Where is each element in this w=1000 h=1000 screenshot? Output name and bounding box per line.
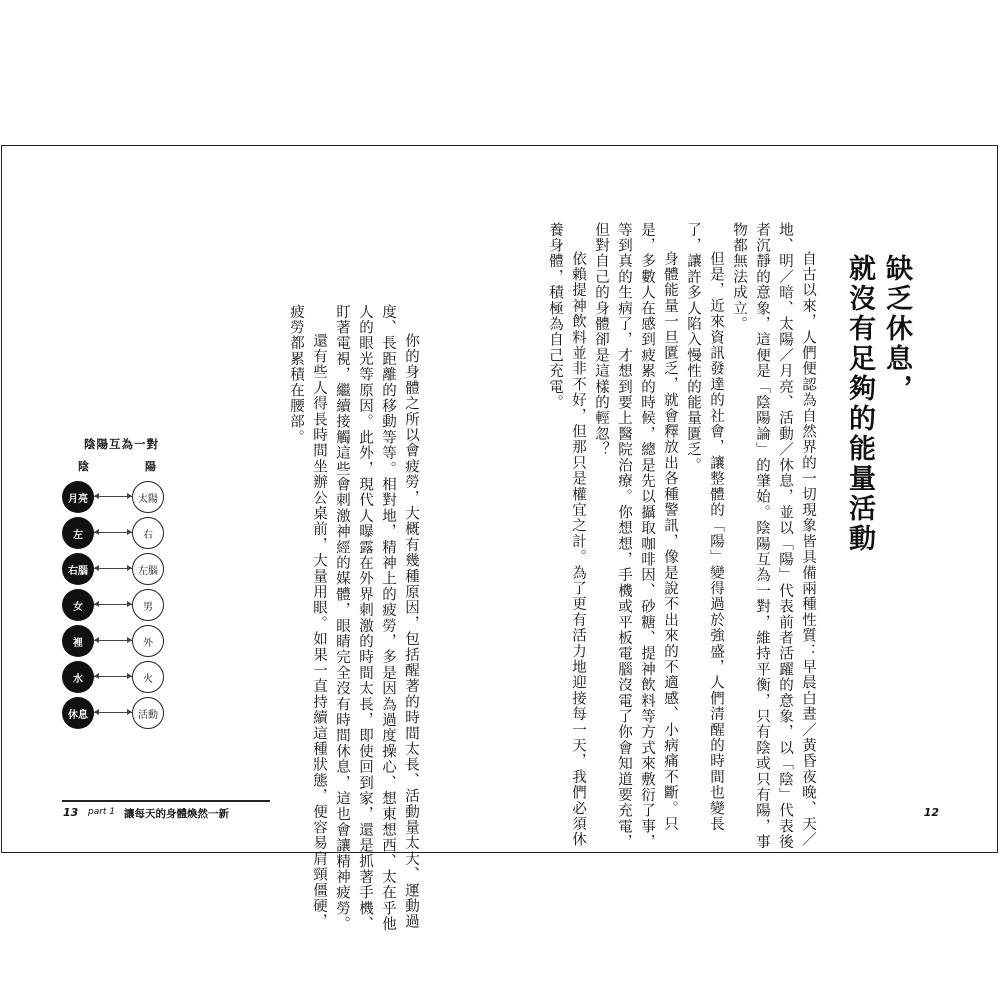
diagram-pair [62, 517, 197, 549]
double-arrow-icon [94, 640, 132, 641]
yang-node: 活動 [132, 697, 164, 729]
yang-node: 火 [132, 661, 164, 693]
yang-column-header: 陽 [145, 460, 156, 473]
part-label: part 1 [88, 807, 116, 817]
diagram-pair [62, 625, 197, 657]
paragraph: 身體能量一旦匱乏，就會釋放出各種警訊，像是說不出來的不適感、小病痛不斷。只是，多數人在感到疲累的時候，總是先以攝取咖啡因、砂糖、提神飲料等方式來敷衍了事，等到真的生病了，才想到要上醫院治療。你想想，手機或平板電腦沒電了你會知道要充電，但對自己的身體卻是這樣的輕忽？ [593, 222, 678, 850]
diagram-pair [62, 697, 197, 729]
paragraph: 但是，近來資訊發達的社會，讓整體的「陽」變得過於強盛，人們清醒的時間也變長了，讓許多人陷入慢性的能量匱乏。 [685, 222, 724, 832]
paragraph: 依賴提神飲料並非不好，但那只是權宜之計。為了更有活力地迎接每一天，我們必須休養身體，積極為自己充電。 [547, 222, 586, 848]
diagram-pair [62, 589, 197, 621]
double-arrow-icon [94, 712, 132, 713]
footer-rule [62, 800, 270, 802]
double-arrow-icon [94, 532, 132, 533]
yang-node: 右 [132, 517, 164, 549]
diagram-pair [62, 661, 197, 693]
diagram-pair [62, 481, 197, 513]
yin-column-header: 陰 [78, 460, 89, 473]
yang-node: 太陽 [132, 481, 164, 513]
yang-node: 男 [132, 589, 164, 621]
right-page-body [543, 222, 819, 850]
yin-node: 右腦 [62, 553, 94, 585]
diagram-pair [62, 553, 197, 585]
page-number-left: 13 [63, 806, 79, 819]
chapter-title-line-1: 缺乏休息， [881, 254, 912, 404]
paragraph: 你的身體之所以會疲勞，大概有幾種原因，包括醒著的時間太長、活動量太大、運動過度、長距離的移動等等。相對地，精神上的疲勞，多是因為過度操心、想東想西、太在乎他人的眼光等原因。此外，現代人曝露在外界刺激的時間太長，即使回到家，還是抓著手機、盯著電視，繼續接觸這些會刺激神經的媒體，眼睛完全沒有時間休息，這也會讓精神疲勞。 [334, 304, 419, 932]
double-arrow-icon [94, 568, 132, 569]
double-arrow-icon [94, 604, 132, 605]
yin-node: 裡 [62, 625, 94, 657]
running-head: 讓每天的身體煥然一新 [124, 808, 229, 820]
yang-node: 左腦 [132, 553, 164, 585]
paragraph: 自古以來，人們便認為自然界的一切現象皆具備兩種性質：早晨白晝／黃昏夜晚、天／地、明／暗、太陽／月亮、活動／休息，並以「陽」代表前者活躍的意象，以「陰」代表後者沉靜的意象，這便是「陰陽論」的肇始。陰陽互為一對，維持平衡，只有陰或只有陽，事物都無法成立。 [731, 222, 816, 850]
diagram-title: 陰陽互為一對 [84, 437, 159, 451]
yang-node: 外 [132, 625, 164, 657]
book-spread [1, 145, 998, 932]
yin-yang-diagram [62, 436, 197, 736]
paragraph: 還有些人得長時間坐辦公桌前，大量用眼。如果一直持續這種狀態，便容易肩頸僵硬，疲勞都累積在腰部。 [288, 304, 327, 930]
yin-node: 左 [62, 517, 94, 549]
chapter-title [841, 254, 915, 664]
chapter-title-line-2: 就沒有足夠的能量活動 [844, 254, 875, 554]
yin-node: 休息 [62, 697, 94, 729]
double-arrow-icon [94, 496, 132, 497]
double-arrow-icon [94, 676, 132, 677]
left-page-body [284, 304, 422, 932]
yin-node: 女 [62, 589, 94, 621]
yin-node: 月亮 [62, 481, 94, 513]
page-number-right: 12 [923, 806, 939, 819]
yin-node: 水 [62, 661, 94, 693]
